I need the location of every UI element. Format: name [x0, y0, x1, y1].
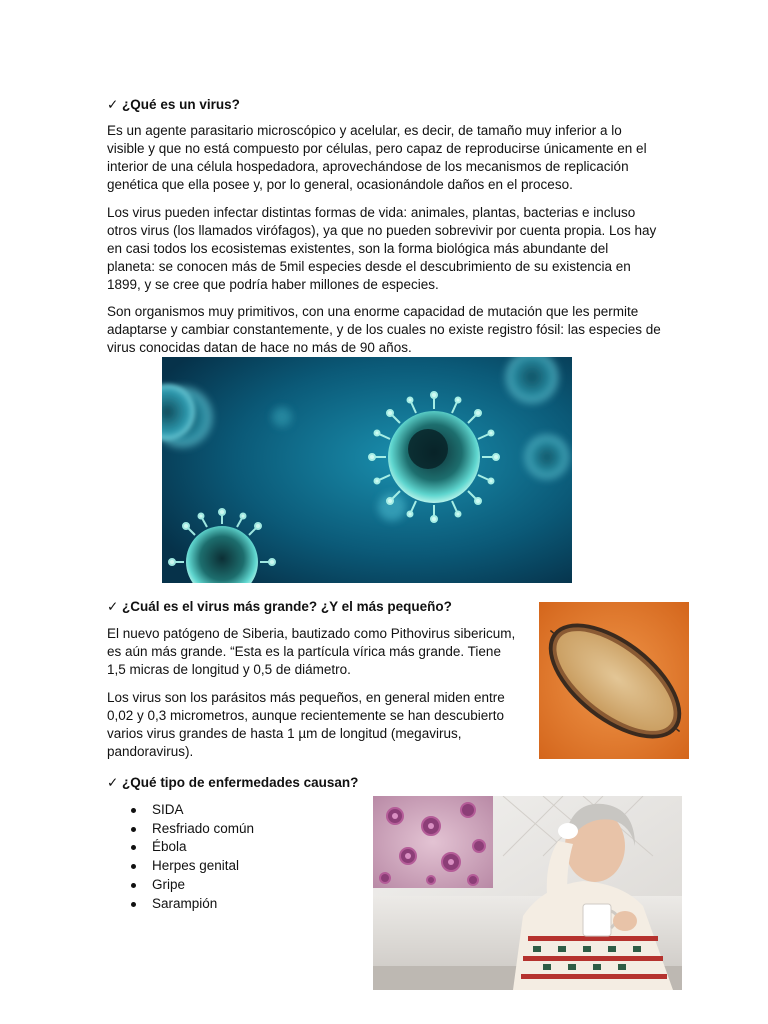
pithovirus-image — [539, 602, 689, 759]
virus-image — [162, 357, 572, 583]
paragraph-virus-hosts: Los virus pueden infectar distintas formas de vida: animales, plantas, bacterias e incluso otros virus (los llamados virófagos), ya que no pueden sobrevivir por cuenta propia. Los hay en casi todos los ecosistemas existentes, son la forma biológica más abundante del planeta: se conocen más de 5mil especies desde el descubrimiento de su existencia en 1899, y se cree que podría haber millones de especies. — [107, 205, 657, 292]
list-item: Gripe — [152, 876, 254, 895]
paragraph-virus-definition: Es un agente parasitario microscópico y acelular, es decir, de tamaño muy inferior a lo visible y que no está compuesto por células, pero capaz de reproducirse únicamente en el interior de una célula hospedadora, aprovechándose de los mecanismos de replicación genética que ella posee y, por lo general, ocasionándole daños en el proceso. — [107, 123, 647, 192]
heading-largest-smallest-virus: ✓ ¿Cuál es el virus más grande? ¿Y el más pequeño? — [107, 599, 452, 614]
list-item: SIDA — [152, 801, 254, 820]
list-item: Resfriado común — [152, 820, 254, 839]
paragraph-smallest-virus: Los virus son los parásitos más pequeños, en general miden entre 0,02 y 0,3 micrometros, aunque recientemente se han descubierto varios virus grandes de hasta 1 µm de longitud (megavirus, pandoravirus). — [107, 690, 505, 759]
paragraph-pithovirus: El nuevo patógeno de Siberia, bautizado como Pithovirus sibericum, es aún más grande. “Esta es la partícula vírica más grande. Tiene 1,5 micras de longitud y 0,5 de diámetro. — [107, 626, 516, 677]
disease-list — [107, 801, 254, 913]
heading-diseases: ✓ ¿Qué tipo de enfermedades causan? — [107, 775, 359, 790]
list-item: Herpes genital — [152, 857, 254, 876]
paragraph-virus-primitive: Son organismos muy primitivos, con una enorme capacidad de mutación que les permite adaptarse y cambiar constantemente, y de los cuales no existe registro fósil: las especies de virus conocidas datan de hace no más de 90 años. — [107, 304, 661, 355]
heading-what-is-virus: ✓ ¿Qué es un virus? — [107, 97, 240, 112]
sick-woman-image — [373, 796, 682, 990]
list-item: Ébola — [152, 838, 254, 857]
list-item: Sarampión — [152, 895, 254, 914]
